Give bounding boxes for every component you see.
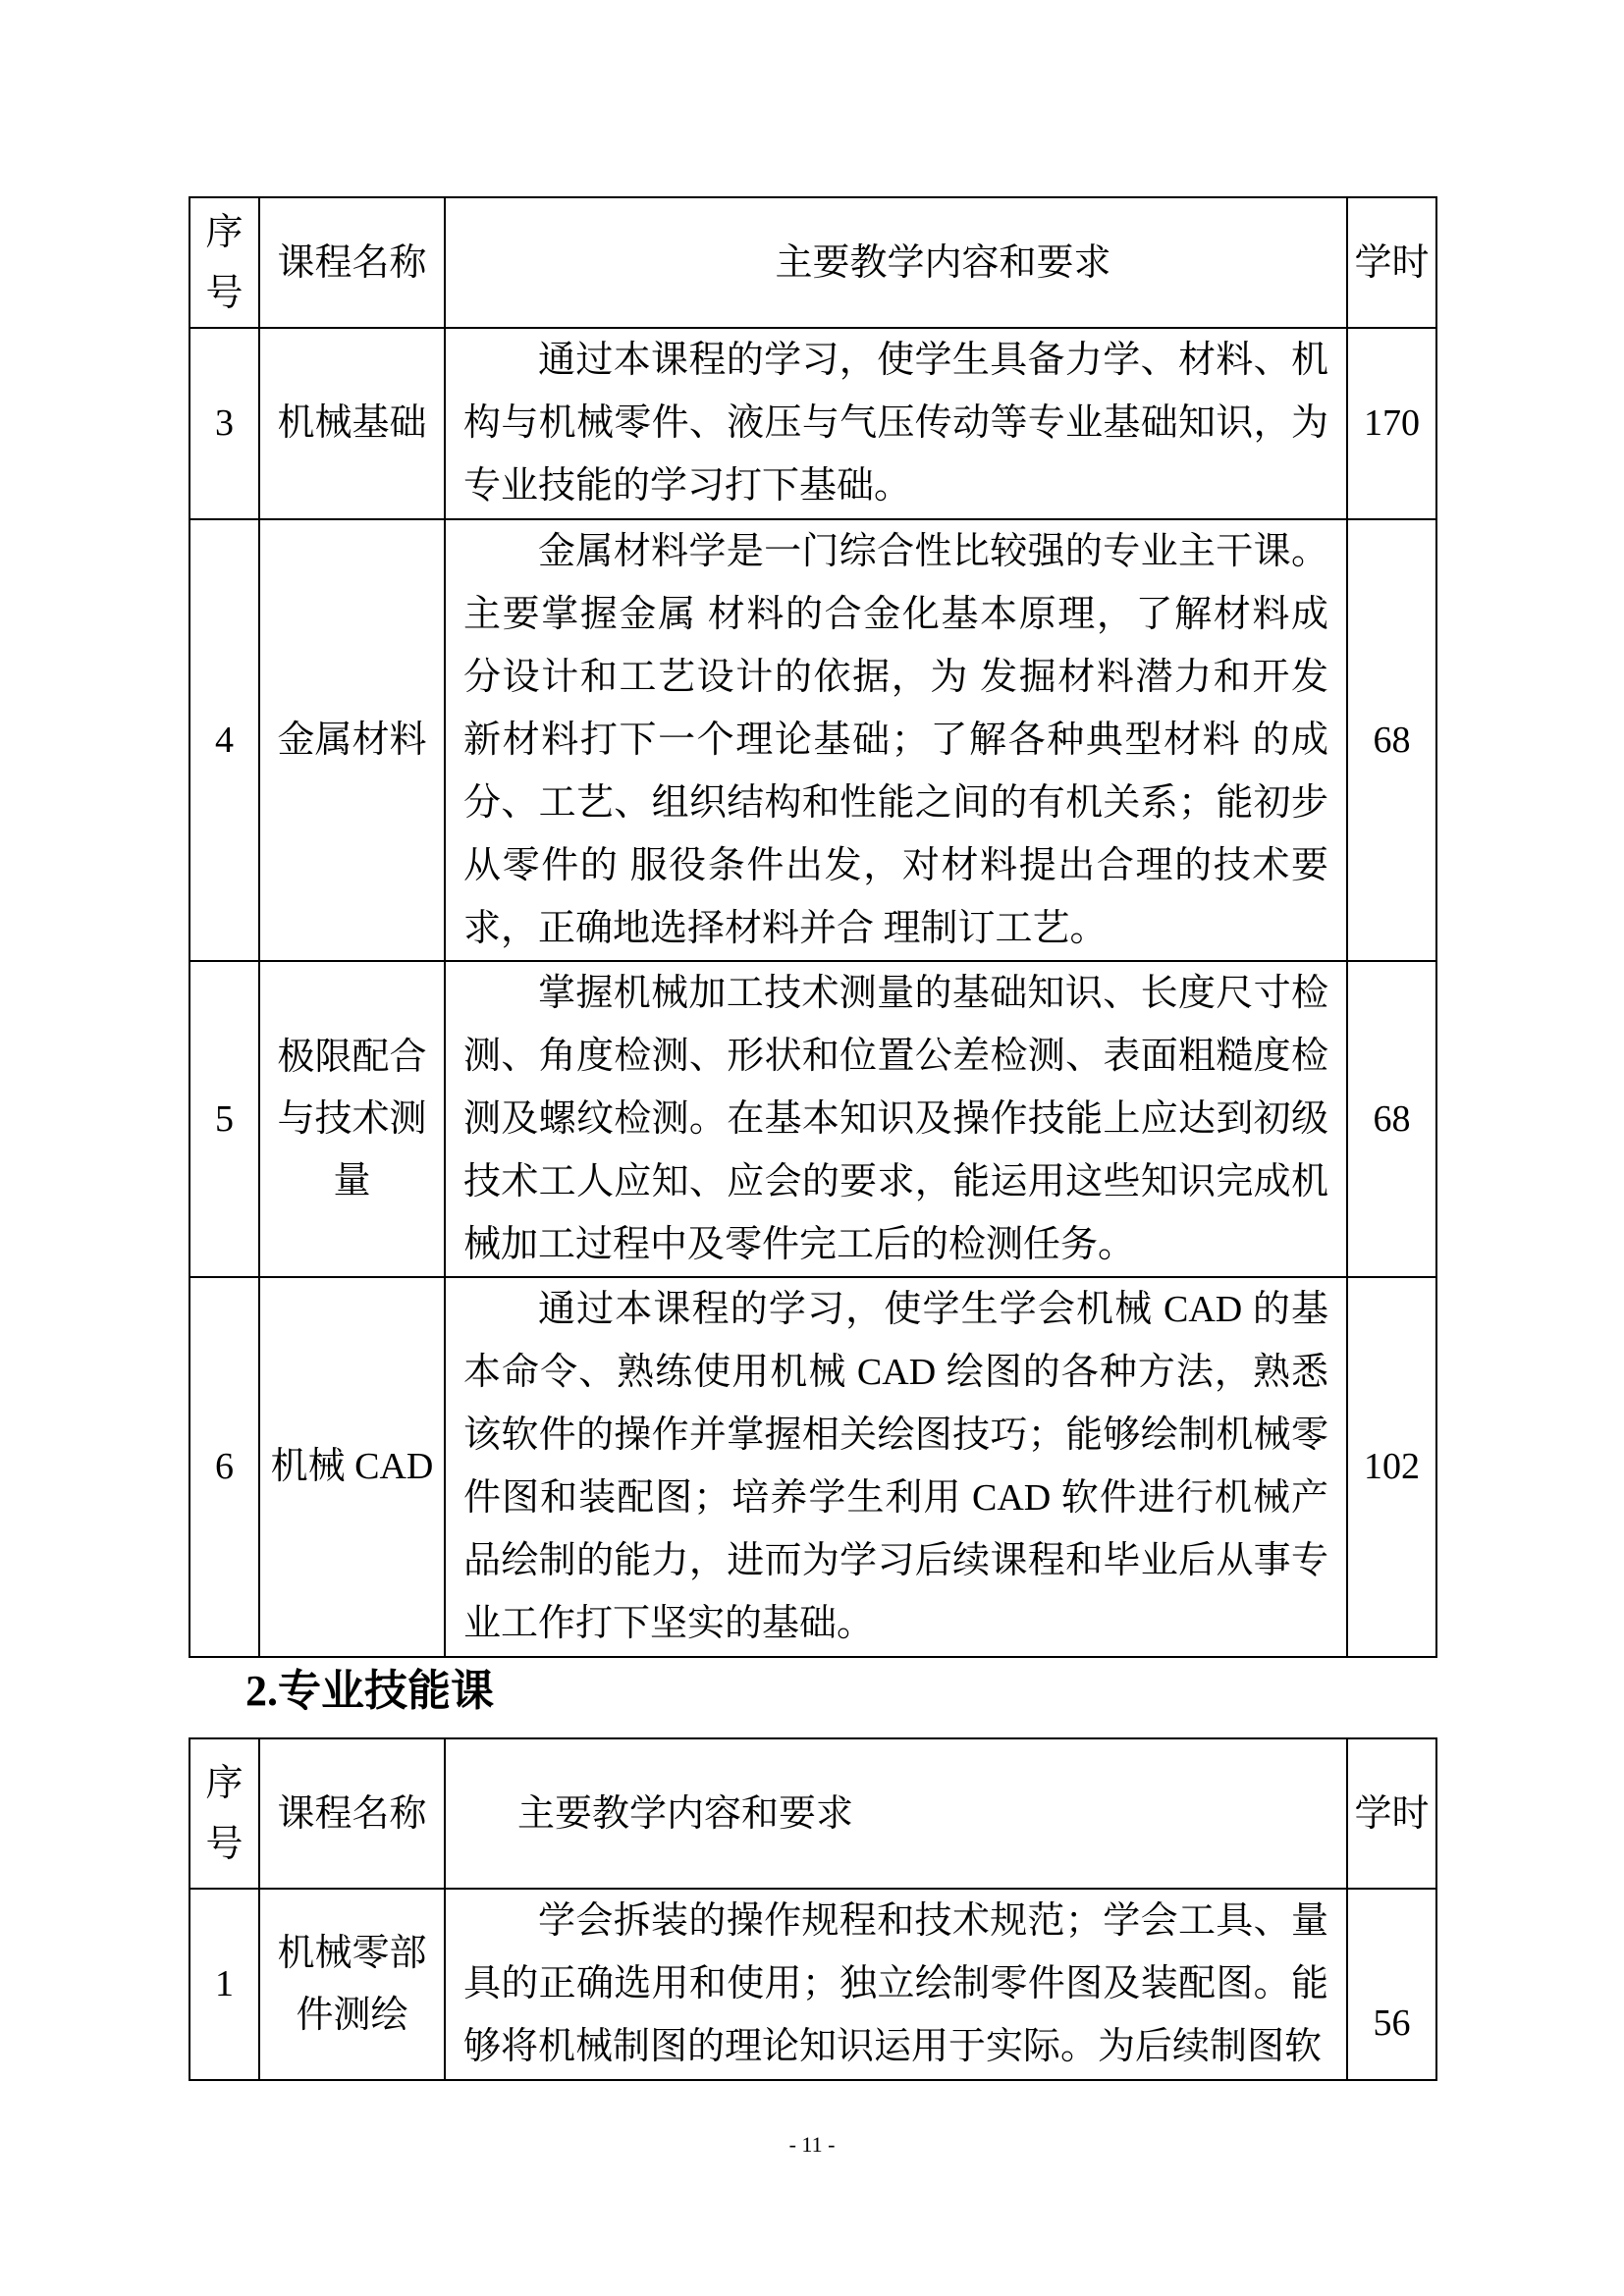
table-row-skill-1 bbox=[189, 1889, 1436, 2080]
table2-header-name: 课程名称 bbox=[259, 1738, 445, 1889]
course-5-content: 掌握机械加工技术测量的基础知识、长度尺寸检测、角度检测、形状和位置公差检测、表面粗糙度检测及螺纹检测。在基本知识及操作技能上应达到初级技术工人应知、应会的要求，能运用这些知识完成机械加工过程中及零件完工后的检测任务。 bbox=[445, 961, 1347, 1277]
table-row-course-4 bbox=[189, 519, 1436, 961]
skill-1-hours: 56 bbox=[1347, 1889, 1436, 2080]
course-5-name: 极限配合与技术测量 bbox=[259, 961, 445, 1277]
table1-header-row bbox=[189, 197, 1436, 328]
course-4-name: 金属材料 bbox=[259, 519, 445, 961]
course-6-name: 机械 CAD bbox=[259, 1277, 445, 1657]
basic-course-table bbox=[189, 196, 1437, 1658]
table2-header-no: 序号 bbox=[189, 1738, 259, 1889]
table2-header-row bbox=[189, 1738, 1436, 1889]
course-3-content: 通过本课程的学习，使学生具备力学、材料、机构与机械零件、液压与气压传动等专业基础知识，为专业技能的学习打下基础。 bbox=[445, 328, 1347, 519]
course-3-no: 3 bbox=[189, 328, 259, 519]
course-4-no: 4 bbox=[189, 519, 259, 961]
skill-1-no: 1 bbox=[189, 1889, 259, 2080]
table1-header-hours: 学时 bbox=[1347, 197, 1436, 328]
course-5-hours: 68 bbox=[1347, 961, 1436, 1277]
course-6-content: 通过本课程的学习，使学生学会机械 CAD 的基本命令、熟练使用机械 CAD 绘图的各种方法，熟悉该软件的操作并掌握相关绘图技巧；能够绘制机械零件图和装配图；培养学生利用 CAD 软件进行机械产品绘制的能力，进而为学习后续课程和毕业后从事专业工作打下坚实的基础。 bbox=[445, 1277, 1347, 1657]
table-row-course-5 bbox=[189, 961, 1436, 1277]
course-6-no: 6 bbox=[189, 1277, 259, 1657]
skill-course-table bbox=[189, 1737, 1437, 2081]
course-5-no: 5 bbox=[189, 961, 259, 1277]
table-row-course-3 bbox=[189, 328, 1436, 519]
course-3-hours: 170 bbox=[1347, 328, 1436, 519]
skill-1-name: 机械零部件测绘 bbox=[259, 1889, 445, 2080]
skill-1-content: 学会拆装的操作规程和技术规范；学会工具、量具的正确选用和使用；独立绘制零件图及装配图。能够将机械制图的理论知识运用于实际。为后续制图软 bbox=[445, 1889, 1347, 2080]
course-3-name: 机械基础 bbox=[259, 328, 445, 519]
course-4-content: 金属材料学是一门综合性比较强的专业主干课。主要掌握金属 材料的合金化基本原理，了解材料成分设计和工艺设计的依据，为 发掘材料潜力和开发新材料打下一个理论基础；了解各种典型材料 的成分、工艺、组织结构和性能之间的有机关系；能初步从零件的 服役条件出发，对材料提出合理的技术要求，正确地选择材料并合 理制订工艺。 bbox=[445, 519, 1347, 961]
table1-header-no: 序号 bbox=[189, 197, 259, 328]
course-4-hours: 68 bbox=[1347, 519, 1436, 961]
table2-header-content: 主要教学内容和要求 bbox=[445, 1738, 1347, 1889]
table1-header-content: 主要教学内容和要求 bbox=[445, 197, 1347, 328]
table1-header-name: 课程名称 bbox=[259, 197, 445, 328]
table-row-course-6 bbox=[189, 1277, 1436, 1657]
course-6-hours: 102 bbox=[1347, 1277, 1436, 1657]
table2-header-hours: 学时 bbox=[1347, 1738, 1436, 1889]
section-heading: 2.专业技能课 bbox=[245, 1667, 494, 1715]
page-number: - 11 - bbox=[788, 2132, 836, 2157]
